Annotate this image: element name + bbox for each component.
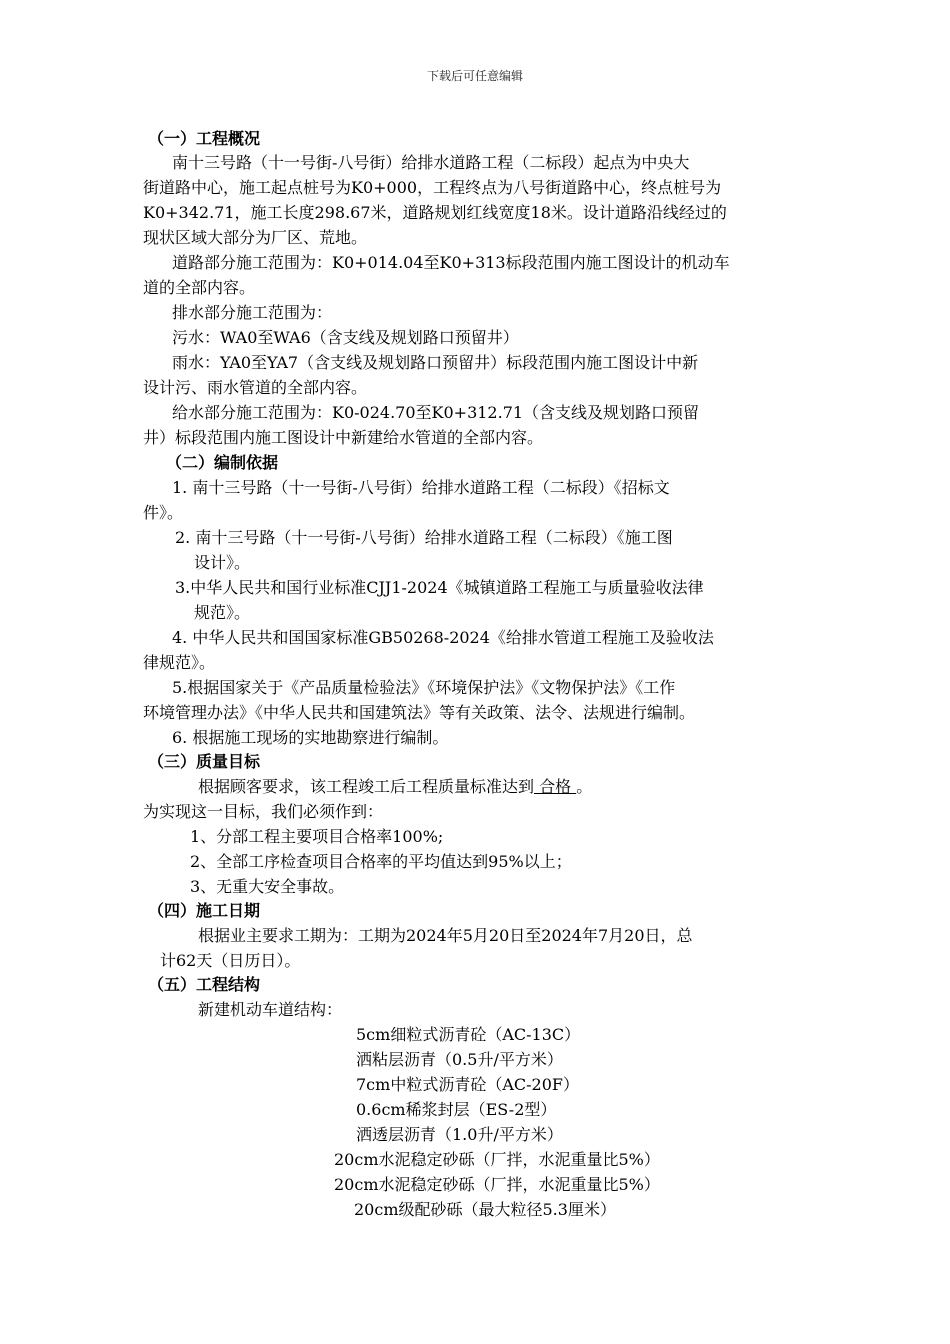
structure-layer: 20cm级配砂砾（最大粒径5.3厘米） bbox=[354, 1200, 616, 1219]
quality-statement bbox=[198, 777, 592, 797]
list-item: 1. 南十三号路（十一号街-八号街）给排水道路工程（二标段）《招标文 bbox=[172, 478, 670, 497]
list-item: 规范》。 bbox=[194, 603, 251, 622]
structure-layer: 洒粘层沥青（0.5升/平方米） bbox=[356, 1050, 563, 1069]
list-item: 6. 根据施工现场的实地勘察进行编制。 bbox=[172, 728, 449, 747]
quality-standard: 合格 bbox=[534, 777, 577, 796]
structure-layer: 5cm细粒式沥青砼（AC-13C） bbox=[356, 1025, 581, 1044]
list-item: 3、无重大安全事故。 bbox=[190, 877, 345, 896]
section-2-title: （二）编制依据 bbox=[166, 453, 279, 472]
paragraph-line: 道路部分施工范围为：K0+014.04至K0+313标段范围内施工图设计的机动车 bbox=[172, 253, 730, 272]
list-item: 设计》。 bbox=[194, 553, 251, 572]
section-1-title: （一）工程概况 bbox=[148, 129, 261, 148]
paragraph-line: 南十三号路（十一号街-八号街）给排水道路工程（二标段）起点为中央大 bbox=[172, 153, 690, 172]
list-item: 1、分部工程主要项目合格率100%; bbox=[190, 827, 444, 846]
paragraph-line: 计62天（日历日）。 bbox=[160, 951, 301, 970]
paragraph-line: 道的全部内容。 bbox=[143, 278, 256, 297]
paragraph-line: 排水部分施工范围为： bbox=[172, 303, 333, 322]
list-item: 2. 南十三号路（十一号街-八号街）给排水道路工程（二标段）《施工图 bbox=[175, 528, 673, 547]
list-item: 4. 中华人民共和国国家标准GB50268-2024《给排水管道工程施工及验收法 bbox=[172, 628, 714, 647]
paragraph-line: 街道路中心，施工起点桩号为K0+000，工程终点为八号街道路中心，终点桩号为 bbox=[143, 178, 722, 197]
paragraph-line: 污水：WA0至WA6（含支线及规划路口预留井） bbox=[172, 328, 519, 347]
list-item: 5.根据国家关于《产品质量检验法》《环境保护法》《文物保护法》《工作 bbox=[172, 678, 676, 697]
quality-text: 根据顾客要求，该工程竣工后工程质量标准达到 bbox=[198, 777, 535, 796]
list-item: 2、全部工序检查项目合格率的平均值达到95%以上； bbox=[190, 852, 572, 871]
section-5-title: （五）工程结构 bbox=[148, 975, 261, 994]
paragraph-line: 雨水：YA0至YA7（含支线及规划路口预留井）标段范围内施工图设计中新 bbox=[172, 353, 699, 372]
structure-layer: 7cm中粒式沥青砼（AC-20F） bbox=[356, 1075, 579, 1094]
list-item: 件》。 bbox=[143, 503, 184, 522]
structure-layer: 洒透层沥青（1.0升/平方米） bbox=[356, 1125, 563, 1144]
paragraph-line: 现状区域大部分为厂区、荒地。 bbox=[143, 228, 368, 247]
list-item: 环境管理办法》《中华人民共和国建筑法》等有关政策、法令、法规进行编制。 bbox=[143, 703, 696, 722]
paragraph-line: 新建机动车道结构： bbox=[198, 1000, 343, 1019]
structure-layer: 20cm水泥稳定砂砾（厂拌，水泥重量比5%） bbox=[334, 1175, 660, 1194]
quality-end: 。 bbox=[576, 777, 593, 796]
structure-layer: 20cm水泥稳定砂砾（厂拌，水泥重量比5%） bbox=[334, 1150, 660, 1169]
structure-layer: 0.6cm稀浆封层（ES-2型） bbox=[356, 1100, 557, 1119]
page-header: 下载后可任意编辑 bbox=[426, 69, 523, 83]
section-4-title: （四）施工日期 bbox=[148, 901, 261, 920]
paragraph-line: 设计污、雨水管道的全部内容。 bbox=[143, 378, 368, 397]
paragraph-line: K0+342.71，施工长度298.67米，道路规划红线宽度18米。设计道路沿线经过的 bbox=[143, 203, 727, 222]
paragraph-line: 井）标段范围内施工图设计中新建给水管道的全部内容。 bbox=[143, 428, 544, 447]
paragraph-line: 给水部分施工范围为：K0-024.70至K0+312.71（含支线及规划路口预留 bbox=[172, 403, 700, 422]
paragraph-line: 根据业主要求工期为：工期为2024年5月20日至2024年7月20日，总 bbox=[198, 926, 693, 945]
list-item: 律规范》。 bbox=[143, 653, 216, 672]
paragraph-line: 为实现这一目标，我们必须作到： bbox=[143, 802, 384, 821]
section-3-title: （三）质量目标 bbox=[148, 752, 261, 771]
list-item: 3.中华人民共和国行业标准CJJ1-2024《城镇道路工程施工与质量验收法律 bbox=[175, 578, 704, 597]
